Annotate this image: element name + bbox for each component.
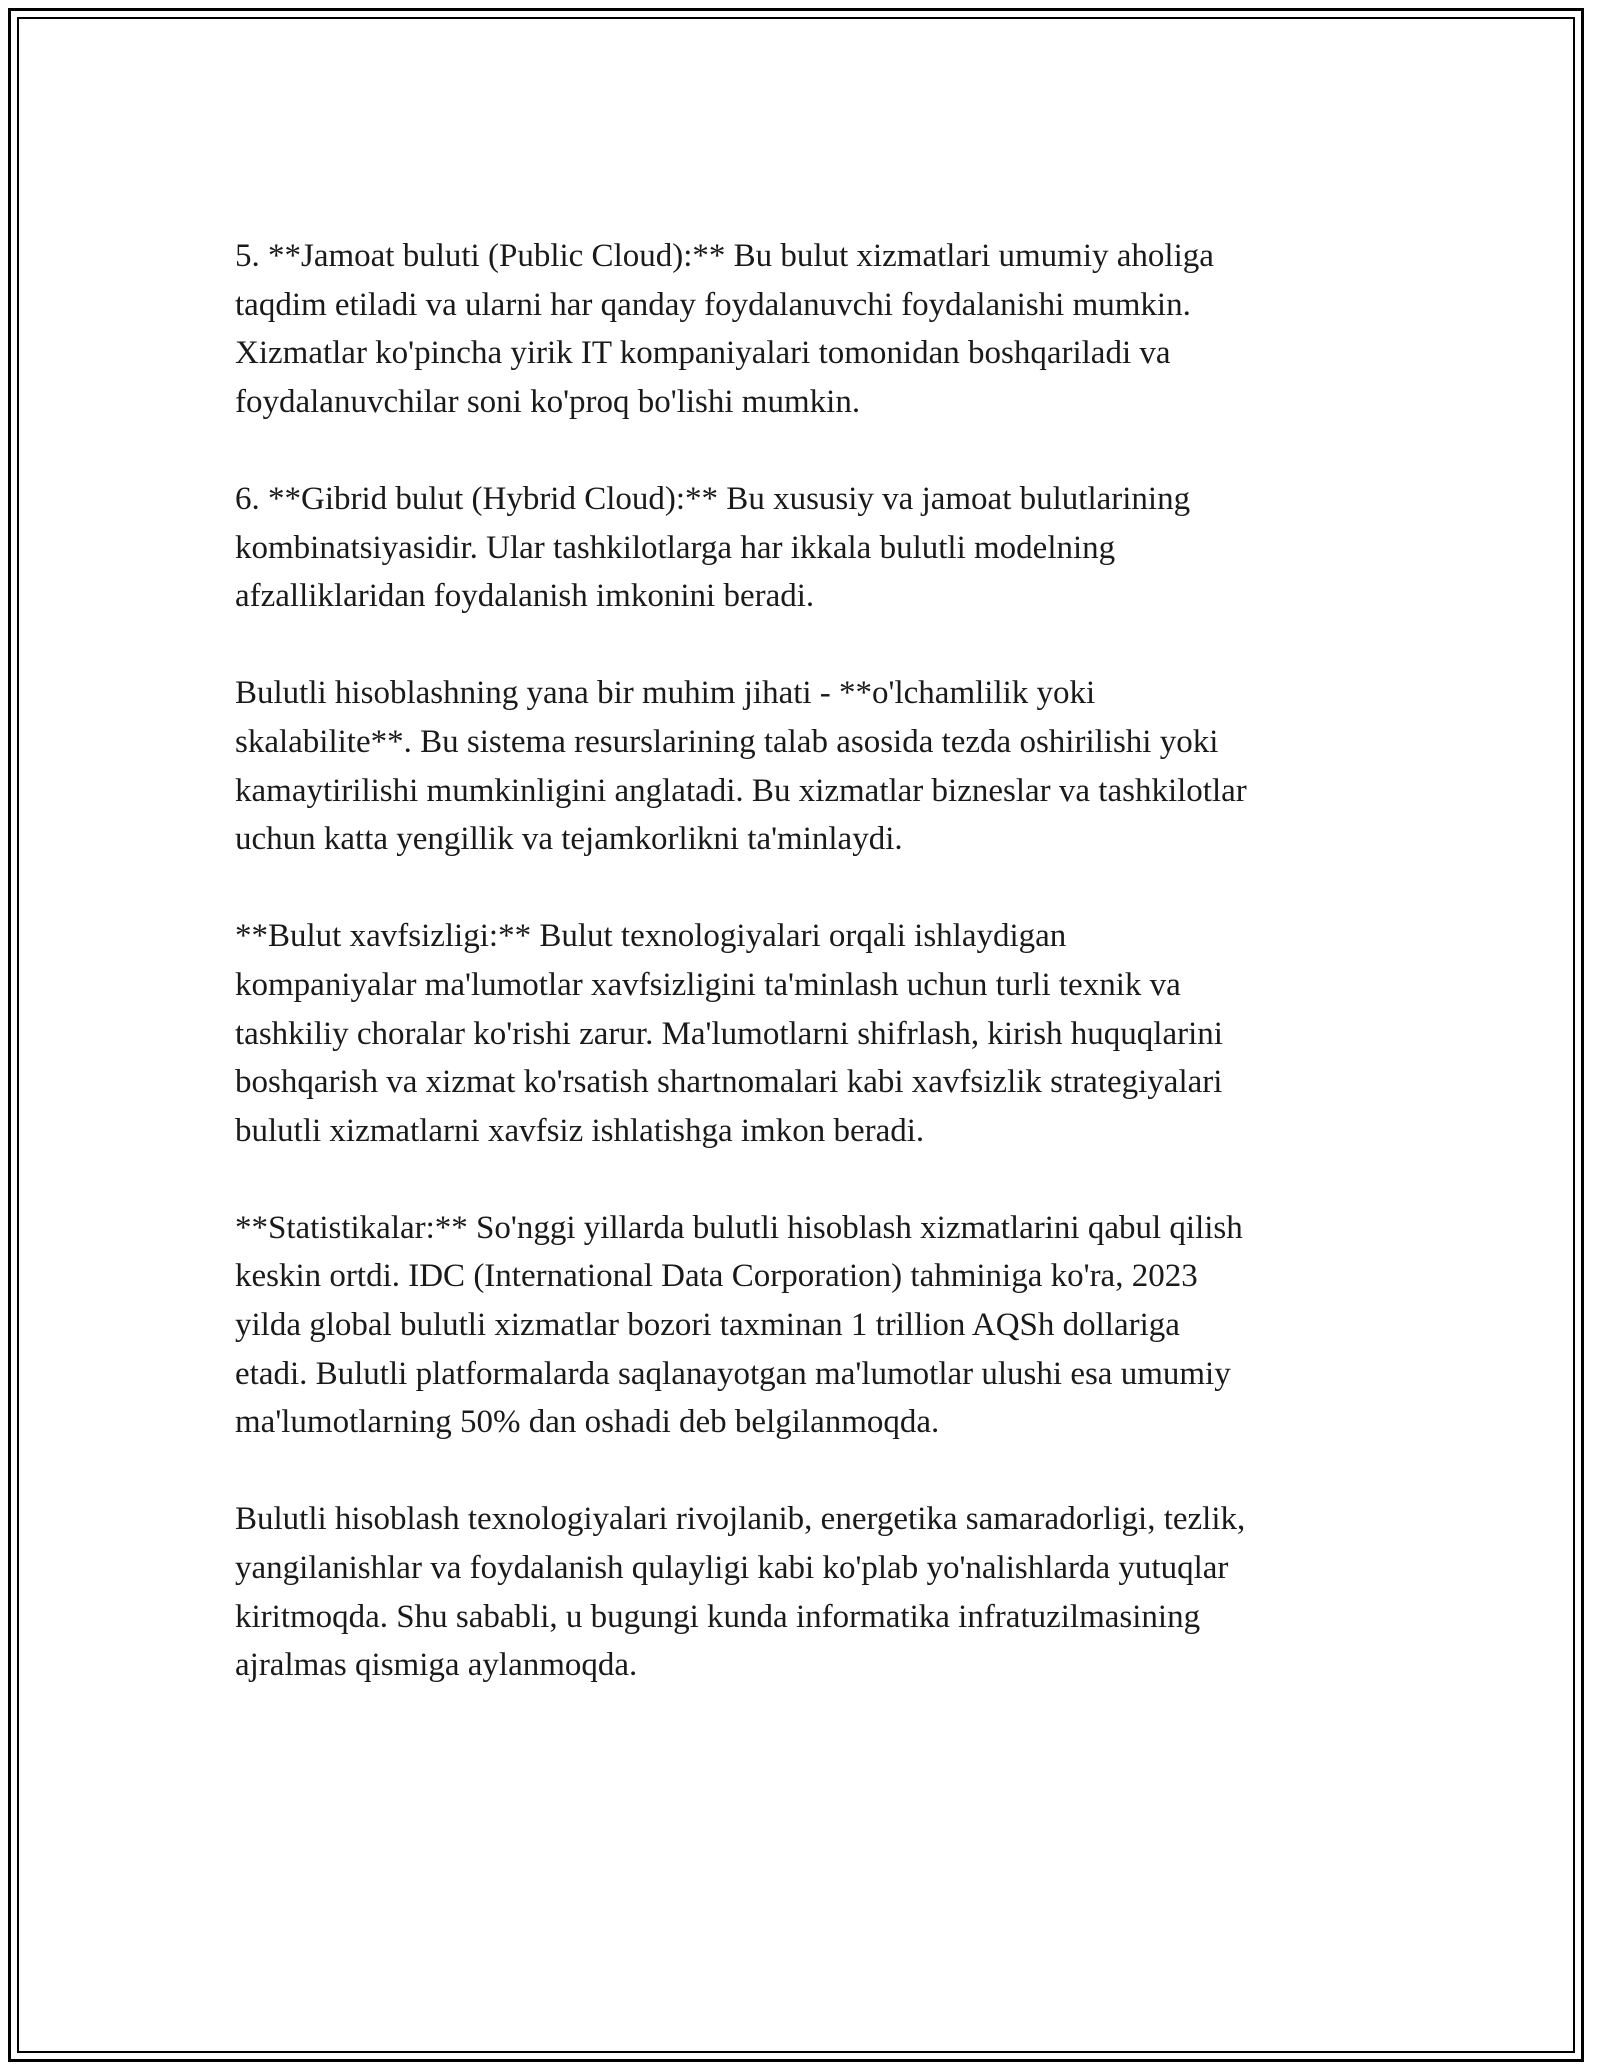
paragraph-hybrid-cloud: 6. **Gibrid bulut (Hybrid Cloud):** Bu xususiy va jamoat bulutlarining kombinatsiyasidir. Ular tashkilotlarga har ikkala bulutli modelning afzalliklaridan foydalanish imkonini beradi.: [235, 480, 1191, 615]
paragraph-statistics: **Statistikalar:** So'nggi yillarda bulutli hisoblash xizmatlarini qabul qilish keskin ortdi. IDC (International Data Corporation) tahminiga ko'ra, 2023 yilda global bulutli xizmatlar bozori taxminan 1 trillion AQSh dollariga etadi. Bulutli platformalarda saqlanayotgan ma'lumotlar ulushi esa umumiy ma'lumotlarning 50% dan oshadi deb belgilanmoqda.: [235, 1209, 1243, 1441]
paragraph-conclusion: Bulutli hisoblash texnologiyalari rivojlanib, energetika samaradorligi, tezlik, yangilanishlar va foydalanish qulayligi kabi ko'plab yo'nalishlarda yutuqlar kiritmoqda. Shu sababli, u bugungi kunda informatika infratuzilmasining ajralmas qismiga aylanmoqda.: [235, 1501, 1246, 1684]
paragraph-scalability: Bulutli hisoblashning yana bir muhim jihati - **o'lchamlilik yoki skalabilite**. Bu sistema resurslarining talab asosida tezda oshirilishi yoki kamaytirilishi mumkinligini anglatadi. Bu xizmatlar bizneslar va tashkilotlar uchun katta yengillik va tejamkorlikni ta'minlaydi.: [235, 675, 1247, 858]
paragraph-cloud-security: **Bulut xavfsizligi:** Bulut texnologiyalari orqali ishlaydigan kompaniyalar ma'lumotlar xavfsizligini ta'minlash uchun turli texnik va tashkiliy choralar ko'rishi zarur. Ma'lumotlarni shifrlash, kirish huquqlarini boshqarish va xizmat ko'rsatish shartnomalari kabi xavfsizlik strategiyalari bulutli xizmatlarni xavfsiz ishlatishga imkon beradi.: [235, 918, 1223, 1149]
document-body: [235, 232, 1370, 1690]
paragraph-public-cloud: 5. **Jamoat buluti (Public Cloud):** Bu bulut xizmatlari umumiy aholiga taqdim etiladi va ularni har qanday foydalanuvchi foydalanishi mumkin. Xizmatlar ko'pincha yirik IT kompaniyalari tomonidan boshqariladi va foydalanuvchilar soni ko'proq bo'lishi mumkin.: [235, 238, 1214, 420]
